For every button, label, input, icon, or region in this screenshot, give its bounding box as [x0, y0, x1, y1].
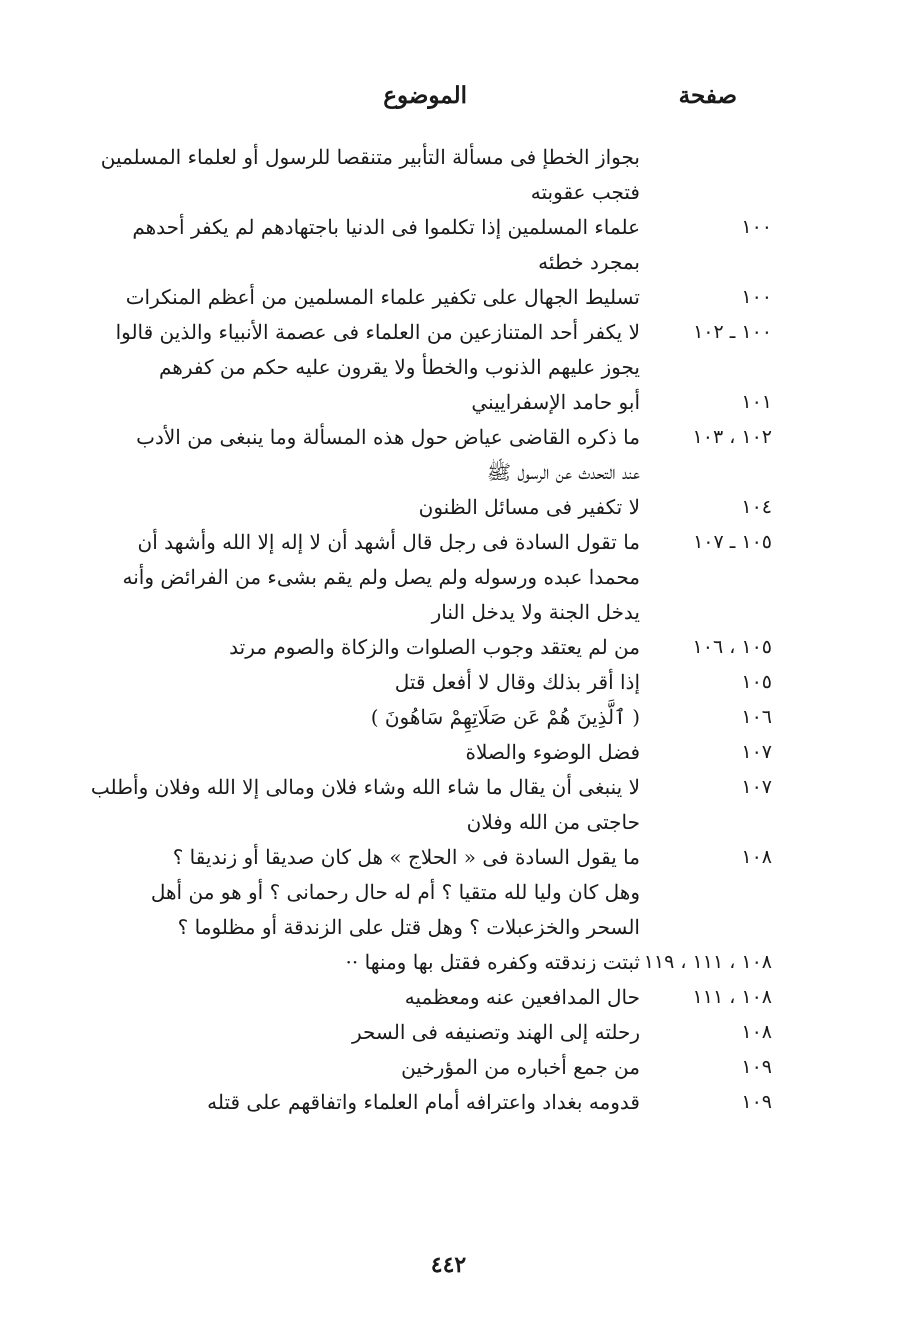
- entry-topic-line: من جمع أخباره من المؤرخين: [401, 1055, 640, 1079]
- entry-topic: [80, 525, 640, 630]
- entry-topic-line: إذا أقر بذلك وقال لا أفعل قتل: [394, 670, 640, 694]
- index-entry: [80, 700, 772, 735]
- entry-topic-line: ما تقول السادة فى رجل قال أشهد أن لا إله إلا الله وأشهد أن: [137, 530, 640, 554]
- entry-topic-line: لا تكفير فى مسائل الظنون: [418, 495, 640, 519]
- topic-column-heading: الموضوع: [383, 82, 467, 109]
- entry-page-numbers: ١٠٧: [741, 741, 772, 763]
- entry-topic-line: بمجرد خطئه: [538, 250, 640, 274]
- index-entry: [80, 630, 772, 665]
- entry-page-numbers: ١٠٦: [741, 706, 772, 728]
- index-entry: [80, 210, 772, 280]
- index-entry: [80, 980, 772, 1015]
- entry-topic-line: فتجب عقوبته: [530, 180, 640, 204]
- entry-topic-line: يجوز عليهم الذنوب والخطأ ولا يقرون عليه حكم من كفرهم: [158, 355, 640, 379]
- column-header: [80, 82, 737, 122]
- entry-page-numbers: ١٠٠: [741, 286, 772, 308]
- entry-topic: [80, 1050, 640, 1085]
- entry-topic-line: تسليط الجهال على تكفير علماء المسلمين من أعظم المنكرات: [125, 285, 640, 309]
- entry-topic-line: يدخل الجنة ولا يدخل النار: [431, 600, 640, 624]
- entry-page-numbers: ١٠٥ ـ ١٠٧: [693, 531, 772, 553]
- entry-topic-line: وهل كان وليا لله متقيا ؟ أم له حال رحمانى ؟ أو هو من أهل: [150, 880, 640, 904]
- entry-topic-line: لا يكفر أحد المتنازعين من العلماء فى عصمة الأنبياء والذين قالوا: [115, 320, 640, 344]
- entry-topic-line: ثبتت زندقته وكفره فقتل بها ومنها ··: [345, 950, 640, 974]
- entry-topic: [80, 210, 640, 280]
- entry-topic: [80, 840, 640, 945]
- index-entry: [80, 525, 772, 630]
- entry-topic-line: من لم يعتقد وجوب الصلوات والزكاة والصوم مرتد: [229, 635, 640, 659]
- index-entry: [80, 945, 772, 980]
- entry-topic: [80, 700, 640, 735]
- entry-page-numbers: ١٠٨: [741, 846, 772, 868]
- entry-topic: [80, 385, 640, 420]
- page-number: ٤٤٢: [430, 1252, 467, 1278]
- entry-topic-line: ( ٱلَّذِينَ هُمْ عَن صَلَاتِهِمْ سَاهُونَ ): [370, 705, 640, 729]
- entry-topic: [80, 980, 640, 1015]
- entry-topic-line: علماء المسلمين إذا تكلموا فى الدنيا باجتهادهم لم يكفر أحدهم: [132, 215, 640, 239]
- entry-topic: [80, 945, 640, 980]
- entry-page-numbers: ١٠١: [741, 391, 772, 413]
- entry-topic-line: السحر والخزعبلات ؟ وهل قتل على الزندقة أو مظلوما ؟: [177, 915, 640, 939]
- index-entry: [80, 840, 772, 945]
- index-entry: [80, 315, 772, 385]
- page-column-heading: صفحة: [678, 82, 737, 109]
- entry-topic: [80, 280, 640, 315]
- entry-topic-line: لا ينبغى أن يقال ما شاء الله وشاء فلان ومالى إلا الله وفلان وأطلب: [90, 775, 640, 799]
- entry-topic-line: قدومه بغداد واعترافه أمام العلماء واتفاقهم على قتله: [207, 1090, 640, 1114]
- index-entry: [80, 385, 772, 420]
- entry-page-numbers: ١٠٨ ، ١١١: [692, 986, 772, 1008]
- entry-topic: [80, 140, 640, 210]
- entry-topic: [80, 490, 640, 525]
- index-entry: [80, 1050, 772, 1085]
- entry-page-numbers: ١٠٠: [741, 216, 772, 238]
- index-entries: [80, 140, 772, 1120]
- index-entry: [80, 280, 772, 315]
- entry-topic-line: عند التحدث عن الرسول ﷺ: [486, 460, 640, 484]
- entry-page-numbers: ١٠٨ ، ١١١ ، ١١٩: [643, 951, 772, 973]
- entry-topic-line: حال المدافعين عنه ومعظميه: [404, 985, 640, 1009]
- entry-topic-line: ما ذكره القاضى عياض حول هذه المسألة وما ينبغى من الأدب: [136, 425, 640, 449]
- entry-topic: [80, 1085, 640, 1120]
- entry-topic-line: ما يقول السادة فى « الحلاج » هل كان صديقا أو زنديقا ؟: [172, 845, 640, 869]
- entry-topic-line: أبو حامد الإسفراييني: [471, 390, 640, 414]
- entry-topic-line: رحلته إلى الهند وتصنيفه فى السحر: [351, 1020, 640, 1044]
- entry-topic-line: محمدا عبده ورسوله ولم يصل ولم يقم بشىء من الفرائض وأنه: [122, 565, 640, 589]
- entry-page-numbers: ١٠٤: [741, 496, 772, 518]
- entry-page-numbers: ١٠٨: [741, 1021, 772, 1043]
- entry-topic: [80, 1015, 640, 1050]
- index-entry: [80, 1015, 772, 1050]
- index-entry: [80, 140, 772, 210]
- index-entry: [80, 420, 772, 490]
- entry-page-numbers: ١٠٩: [741, 1056, 772, 1078]
- entry-page-numbers: ١٠٧: [741, 776, 772, 798]
- index-entry: [80, 735, 772, 770]
- entry-page-numbers: ١٠٢ ، ١٠٣: [692, 426, 772, 448]
- entry-topic: [80, 735, 640, 770]
- index-entry: [80, 665, 772, 700]
- index-entry: [80, 770, 772, 840]
- index-entry: [80, 1085, 772, 1120]
- entry-topic: [80, 630, 640, 665]
- entry-page-numbers: ١٠٠ ـ ١٠٢: [693, 321, 772, 343]
- index-entry: [80, 490, 772, 525]
- entry-topic: [80, 420, 640, 490]
- entry-topic: [80, 770, 640, 840]
- entry-page-numbers: ١٠٥ ، ١٠٦: [692, 636, 772, 658]
- entry-topic: [80, 665, 640, 700]
- entry-page-numbers: ١٠٩: [741, 1091, 772, 1113]
- entry-page-numbers: ١٠٥: [741, 671, 772, 693]
- entry-topic-line: حاجتى من الله وفلان: [466, 810, 640, 834]
- entry-topic-line: بجواز الخطإ فى مسألة التأبير متنقصا للرسول أو لعلماء المسلمين: [100, 145, 640, 169]
- entry-topic: [80, 315, 640, 385]
- entry-topic-line: فضل الوضوء والصلاة: [465, 740, 640, 764]
